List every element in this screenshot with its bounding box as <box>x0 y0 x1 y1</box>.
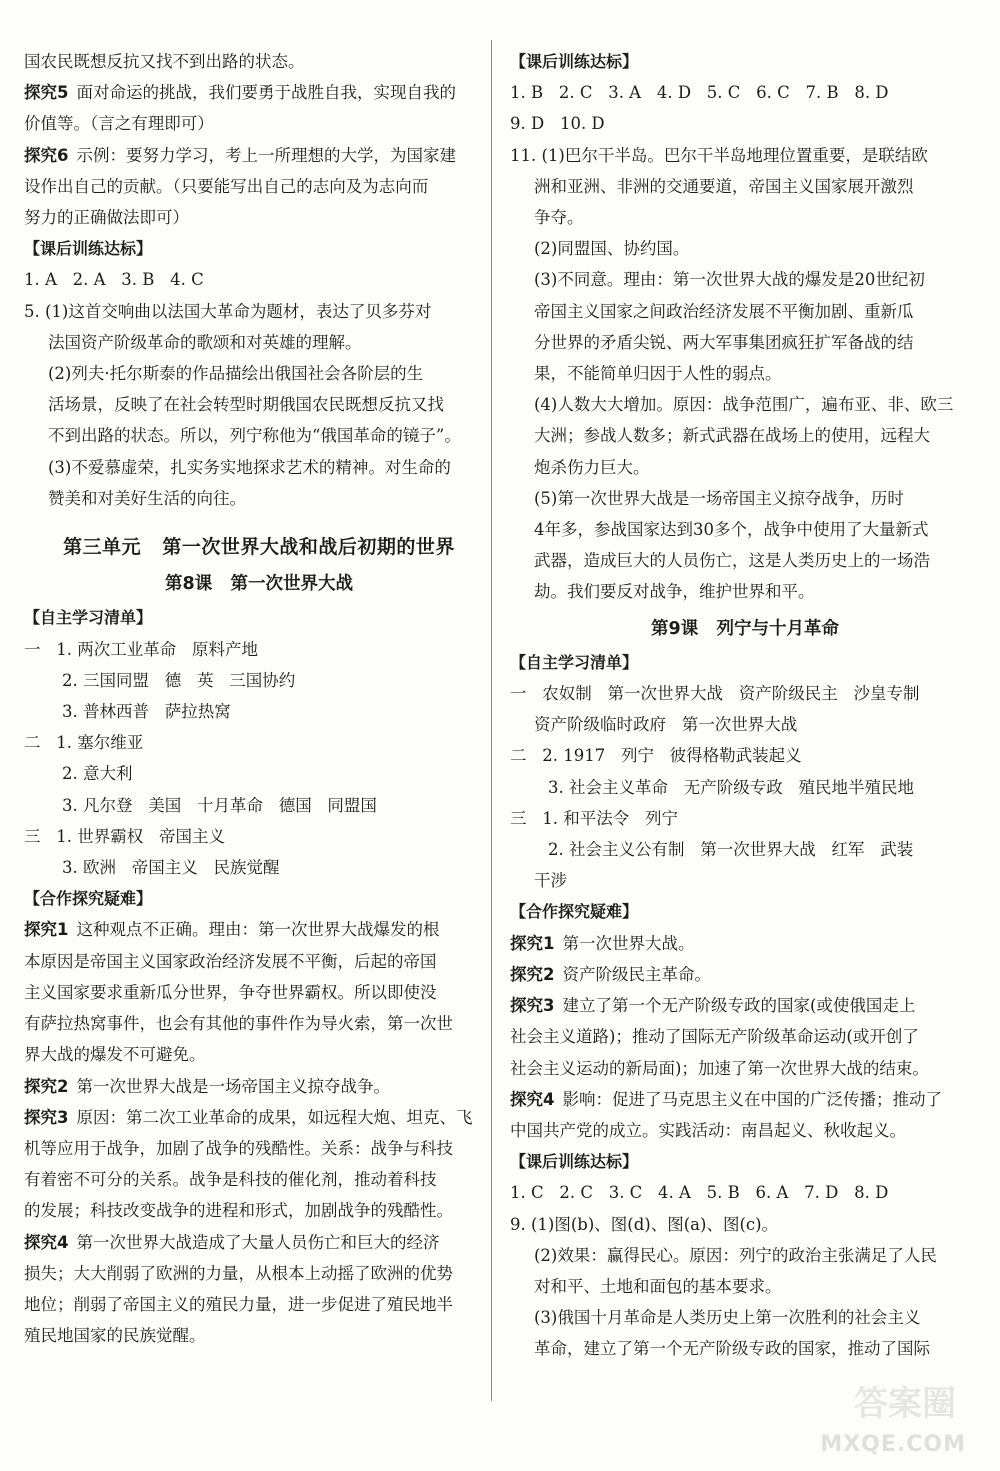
text-line: 果，不能简单归因于人性的弱点。 <box>534 364 782 384</box>
explore-5: 探究5 面对命运的挑战，我们要勇于战胜自我，实现自我的 <box>24 83 456 103</box>
text-line: (2)列夫·托尔斯泰的作品描绘出俄国社会各阶层的生 <box>48 364 424 384</box>
text-line: 有着密不可分的关系。战争是科技的催化剂，推动着科技 <box>24 1170 437 1190</box>
explore-label: 探究1 <box>24 920 69 940</box>
text-line: 殖民地国家的民族觉醒。 <box>24 1326 206 1346</box>
text-line: 9. (1)图(b)、图(d)、图(a)、图(c)。 <box>510 1214 779 1234</box>
list-item: 2. 社会主义公有制 第一次世界大战 红军 武装 <box>548 840 914 860</box>
explore-6: 探究6 示例：要努力学习，考上一所理想的大学，为国家建 <box>24 145 456 165</box>
answer-row: 1. A 2. A 3. B 4. C <box>24 270 204 290</box>
text-line: 努力的正确做法即可） <box>24 208 189 228</box>
list-item: 3. 欧洲 帝国主义 民族觉醒 <box>62 858 280 878</box>
text-line: (3)不同意。理由：第一次世界大战的爆发是20世纪初 <box>534 270 925 290</box>
text-line: 活场景，反映了在社会转型时期俄国农民既想反抗又找 <box>48 395 444 415</box>
unit-title: 第三单元 第一次世界大战和战后初期的世界 <box>63 536 455 559</box>
list-item: 三 1. 世界霸权 帝国主义 <box>24 826 225 846</box>
list-item: 干涉 <box>534 871 567 891</box>
text-line: 有萨拉热窝事件，也会有其他的事件作为导火索，第一次世 <box>24 1014 453 1034</box>
explore-3: 探究3 原因：第二次工业革命的成果，如远程大炮、坦克、飞 <box>24 1107 473 1127</box>
text-line: (2)同盟国、协约国。 <box>534 239 690 259</box>
explore-2: 探究2 第一次世界大战是一场帝国主义掠夺战争。 <box>24 1076 390 1096</box>
section-header: 【自主学习清单】 <box>24 608 153 628</box>
watermark <box>796 1385 986 1465</box>
text-line: 分世界的矛盾尖锐、两大军事集团疯狂扩军备战的结 <box>534 332 914 352</box>
list-item: 2. 三国同盟 德 英 三国协约 <box>62 670 296 690</box>
list-item: 二 1. 塞尔维亚 <box>24 733 144 753</box>
explore-1: 探究1 第一次世界大战。 <box>510 933 695 953</box>
section-header: 【自主学习清单】 <box>510 652 639 672</box>
explore-1: 探究1 这种观点不正确。理由：第一次世界大战爆发的根 <box>24 920 440 940</box>
text-line: 对和平、土地和面包的基本要求。 <box>534 1276 782 1296</box>
text-line: 社会主义道路)；推动了国际无产阶级革命运动(或开创了 <box>510 1027 919 1047</box>
text-line: 主义国家要求重新瓜分世界，争夺世界霸权。所以即使没 <box>24 982 437 1002</box>
list-item: 3. 普林西普 萨拉热窝 <box>62 702 231 722</box>
text-line: 武器，造成巨大的人员伤亡，这是人类历史上的一场浩 <box>534 551 930 571</box>
text-line: 社会主义运动的新局面)；加速了第一次世界大战的结束。 <box>510 1058 929 1078</box>
text-line: 11. (1)巴尔干半岛。巴尔干半岛地理位置重要，是联结欧 <box>510 145 928 165</box>
explore-label: 探究1 <box>510 933 555 953</box>
explore-4: 探究4 影响：促进了马克思主义在中国的广泛传播；推动了 <box>510 1089 942 1109</box>
text-line: 洲和亚洲、非洲的交通要道，帝国主义国家展开激烈 <box>534 176 914 196</box>
list-item: 二 2. 1917 列宁 彼得格勒武装起义 <box>510 746 802 766</box>
list-item: 2. 意大利 <box>62 764 133 784</box>
text-line: 中国共产党的成立。实践活动：南昌起义、秋收起义。 <box>510 1120 906 1140</box>
explore-label: 探究6 <box>24 145 69 165</box>
list-item: 资产阶级临时政府 第一次世界大战 <box>534 715 798 735</box>
text-line: 炮杀伤力巨大。 <box>534 457 650 477</box>
lesson-title: 第9课 列宁与十月革命 <box>651 618 839 639</box>
text-line: 界大战的爆发不可避免。 <box>24 1045 206 1065</box>
text-line: 劫。我们要反对战争，维护世界和平。 <box>534 582 815 602</box>
explore-4: 探究4 第一次世界大战造成了大量人员伤亡和巨大的经济 <box>24 1232 440 1252</box>
explore-label: 探究4 <box>510 1089 555 1109</box>
text-line: (3)不爱慕虚荣，扎实务实地探求艺术的精神。对生命的 <box>48 457 451 477</box>
answer-row: 1. B 2. C 3. A 4. D 5. C 6. C 7. B 8. D <box>510 83 889 103</box>
list-item: 三 1. 和平法令 列宁 <box>510 808 678 828</box>
left-column <box>24 46 494 1351</box>
list-item: 一 1. 两次工业革命 原料产地 <box>24 639 258 659</box>
section-header: 【课后训练达标】 <box>24 239 153 259</box>
explore-3: 探究3 建立了第一个无产阶级专政的国家(或使俄国走上 <box>510 996 916 1016</box>
watermark-site: MXQE.COM <box>820 1432 966 1457</box>
text-line: 本原因是帝国主义国家政治经济发展不平衡，后起的帝国 <box>24 951 437 971</box>
text-line: 机等应用于战争，加剧了战争的残酷性。关系：战争与科技 <box>24 1138 453 1158</box>
explore-label: 探究3 <box>24 1107 69 1127</box>
text-line: 争夺。 <box>534 208 584 228</box>
explore-label: 探究4 <box>24 1232 69 1252</box>
list-item: 3. 社会主义革命 无产阶级专政 殖民地半殖民地 <box>548 777 914 797</box>
text-line: 的发展；科技改变战争的进程和形式，加剧战争的残酷性。 <box>24 1201 453 1221</box>
text-line: (2)效果：赢得民心。原因：列宁的政治主张满足了人民 <box>534 1245 937 1265</box>
list-item: 一 农奴制 第一次世界大战 资产阶级民主 沙皇专制 <box>510 684 920 704</box>
text-line: 价值等。（言之有理即可） <box>24 114 214 134</box>
text-line: 帝国主义国家之间政治经济发展不平衡加剧、重新瓜 <box>534 301 914 321</box>
explore-label: 探究3 <box>510 996 555 1016</box>
explore-label: 探究2 <box>510 964 555 984</box>
explore-label: 探究2 <box>24 1076 69 1096</box>
watermark-logo: 答案圈 <box>854 1384 956 1424</box>
text-line: 赞美和对美好生活的向往。 <box>48 488 246 508</box>
explore-2: 探究2 资产阶级民主革命。 <box>510 964 711 984</box>
right-column <box>510 46 980 1365</box>
text-line: 革命，建立了第一个无产阶级专政的国家，推动了国际 <box>534 1339 930 1359</box>
answer-row: 1. C 2. C 3. C 4. A 5. B 6. A 7. D 8. D <box>510 1183 889 1203</box>
text-line: 法国资产阶级革命的歌颂和对英雄的理解。 <box>48 332 362 352</box>
text-line: (4)人数大大增加。原因：战争范围广，遍布亚、非、欧三 <box>534 395 954 415</box>
answer-row: 9. D 10. D <box>510 114 605 134</box>
text-line: (5)第一次世界大战是一场帝国主义掠夺战争，历时 <box>534 488 904 508</box>
explore-label: 探究5 <box>24 83 69 103</box>
list-item: 3. 凡尔登 美国 十月革命 德国 同盟国 <box>62 795 377 815</box>
text-line: 设作出自己的贡献。（只要能写出自己的志向及为志向而 <box>24 176 429 196</box>
section-header: 【合作探究疑难】 <box>24 889 153 909</box>
text-line: 地位；削弱了帝国主义的殖民力量，进一步促进了殖民地半 <box>24 1294 453 1314</box>
text-line: 5. (1)这首交响曲以法国大革命为题材，表达了贝多芬对 <box>24 301 432 321</box>
section-header: 【课后训练达标】 <box>510 52 639 71</box>
section-header: 【课后训练达标】 <box>510 1152 639 1172</box>
text-line: 国农民既想反抗又找不到出路的状态。 <box>24 52 305 71</box>
text-line: 不到出路的状态。所以，列宁称他为“俄国革命的镜子”。 <box>48 426 461 446</box>
text-line: (3)俄国十月革命是人类历史上第一次胜利的社会主义 <box>534 1308 921 1328</box>
text-line: 损失；大大削弱了欧洲的力量，从根本上动摇了欧洲的优势 <box>24 1263 453 1283</box>
text-line: 大洲；参战人数多；新式武器在战场上的使用，远程大 <box>534 426 930 446</box>
lesson-title: 第8课 第一次世界大战 <box>165 574 353 595</box>
section-header: 【合作探究疑难】 <box>510 902 639 922</box>
text-line: 4年多，参战国家达到30多个，战争中使用了大量新式 <box>534 520 929 540</box>
